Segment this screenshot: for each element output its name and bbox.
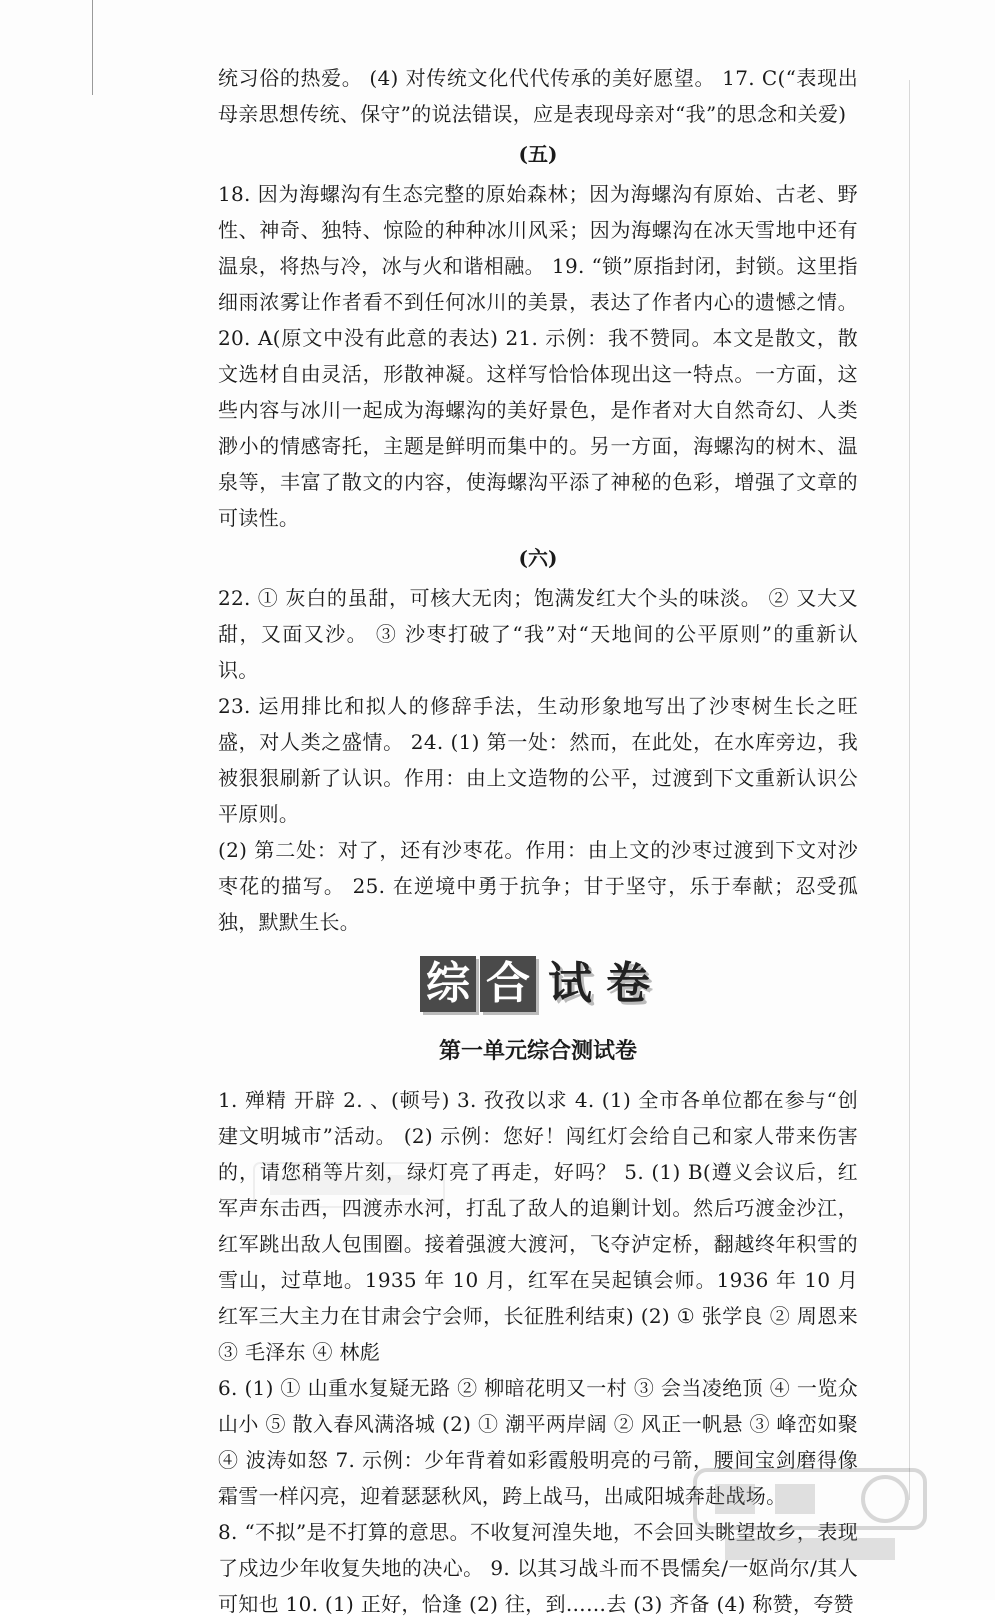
comprehensive-test-banner bbox=[218, 950, 858, 1018]
answer-content bbox=[218, 60, 858, 1622]
section-6-answer-23-24: 23. 运用排比和拟人的修辞手法，生动形象地写出了沙枣树生长之旺盛，对人类之盛情。 24. (1) 第一处：然而，在此处，在水库旁边，我被狠狠刷新了认识。作用：由上文造物的公平，过渡到下文重新认识公平原则。 bbox=[218, 694, 858, 826]
section-5-answers: 18. 因为海螺沟有生态完整的原始森林；因为海螺沟有原始、古老、野性、神奇、独特、惊险的种种冰川风采；因为海螺沟在冰天雪地中还有温泉，将热与冷，冰与火和谐相融。 19. “锁”原指封闭，封锁。这里指细雨浓雾让作者看不到任何冰川的美景，表达了作者内心的遗憾之情。 20. A(原文中没有此意的表达) 21. 示例：我不赞同。本文是散文，散文选材自由灵活，形散神凝。这样写恰恰体现出这一特点。一方面，这些内容与冰川一起成为海螺沟的美好景色，是作者对大自然奇幻、人类渺小的情感寄托，主题是鲜明而集中的。另一方面，海螺沟的树木、温泉等，丰富了散文的内容，使海螺沟平添了神秘的色彩，增强了文章的可读性。 bbox=[218, 182, 858, 530]
unit-answers-1-5: 1. 殚精 开辟 2. 、(顿号) 3. 孜孜以求 4. (1) 全市各单位都在参与“创建文明城市”活动。 (2) 示例：您好！闯红灯会给自己和家人带来伤害的，请您稍等片刻，绿灯亮了再走，好吗？ 5. (1) B(遵义会议后，红军声东击西，四渡赤水河，打乱了敌人的追剿计划。然后巧渡金沙江，红军跳出敌人包围圈。接着强渡大渡河，飞夺泸定桥，翻越终年积雪的雪山，过草地。1935 年 10 月，红军在吴起镇会师。1936 年 10 月红军三大主力在甘肃会宁会师，长征胜利结束) (2) ① 张学良 ② 周恩来 ③ 毛泽东 ④ 林彪 bbox=[218, 1088, 858, 1364]
unit-title: 第一单元综合测试卷 bbox=[438, 1039, 637, 1064]
unit-answers-6-7: 6. (1) ① 山重水复疑无路 ② 柳暗花明又一村 ③ 会当凌绝顶 ④ 一览众山小 ⑤ 散入春风满洛城 (2) ① 潮平两岸阔 ② 风正一帆悬 ③ 峰峦如聚 ④ 波涛如怒 7. 示例：少年背着如彩霞般明亮的弓箭，腰间宝剑磨得像霜雪一样闪亮，迎着瑟瑟秋风，跨上战马，出咸阳城奔赴战场。 bbox=[218, 1376, 858, 1508]
banner-char-3: 试 bbox=[548, 958, 592, 1009]
banner-char-1: 综 bbox=[420, 956, 476, 1012]
section-6-answer-24-25: (2) 第二处：对了，还有沙枣花。作用：由上文的沙枣过渡到下文对沙枣花的描写。 25. 在逆境中勇于抗争；甘于坚守，乐于奉献；忍受孤独，默默生长。 bbox=[218, 838, 858, 934]
section-6-answer-22: 22. ① 灰白的虽甜，可核大无肉；饱满发红大个头的味淡。 ② 又大又甜，又面又沙。 ③ 沙枣打破了“我”对“天地间的公平原则”的重新认识。 bbox=[218, 586, 858, 682]
margin-line bbox=[92, 0, 93, 95]
paragraph-continuation: 统习俗的热爱。 (4) 对传统文化代代传承的美好愿望。 17. C(“表现出母亲思想传统、保守”的说法错误，应是表现母亲对“我”的思念和关爱) bbox=[218, 66, 858, 126]
faded-stamp-mark bbox=[250, 1155, 450, 1215]
section-6-heading: (六) bbox=[518, 546, 558, 570]
banner-char-2: 合 bbox=[480, 956, 536, 1012]
banner-char-4: 卷 bbox=[606, 958, 650, 1009]
unit-answers-8-10: 8. “不拟”是不打算的意思。不收复河湟失地，不会回头眺望故乡，表现了戍边少年收复失地的决心。 9. 以其习战斗而不畏懦矣/一妪尚尔/其人可知也 10. (1) 正好，恰逢 (2) 往，到……去 (3) 齐备 (4) 称赞，夸赞 bbox=[218, 1520, 858, 1616]
section-5-heading: (五) bbox=[518, 142, 558, 166]
watermark-logo-icon bbox=[685, 1460, 935, 1570]
right-rule bbox=[909, 80, 910, 1500]
